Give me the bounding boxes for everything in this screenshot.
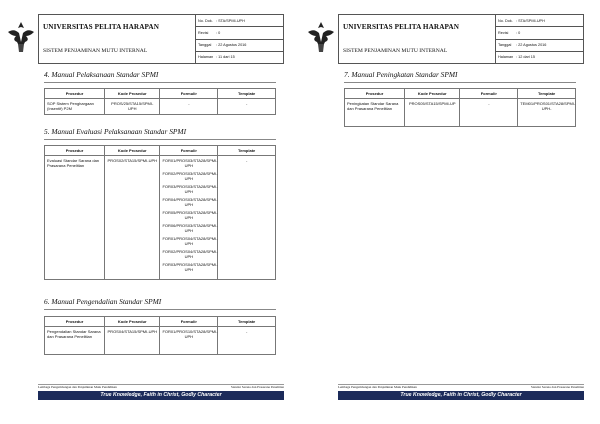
- cell-template: -: [218, 156, 276, 280]
- section-4-table: [44, 88, 276, 115]
- col-prosedur: Prosedur: [45, 146, 105, 156]
- formulir-item: FOR01/PROS04/STA28/SPMI-UPH: [162, 236, 218, 246]
- footer-standard: Standar Sarana dan Prasarana Penelitian: [530, 385, 584, 389]
- table-header-row: [345, 89, 576, 99]
- page-right: [300, 0, 600, 424]
- col-prosedur: Prosedur: [345, 89, 405, 99]
- cell-formulir: -: [160, 99, 218, 115]
- formulir-item: FOR06/PROS03/STA28/SPMI-UPH: [162, 223, 218, 233]
- university-logo-icon: [306, 20, 336, 54]
- cell-prosedur: Evaluasi Standar Sarana dan Prasarana Penelitian: [45, 156, 105, 280]
- footer-institution: Lembaga Pengembangan dan Penjaminan Mutu Pendidikan: [38, 385, 117, 389]
- cell-formulir: FOR01/PROS10/STA28/SPMI-UPH: [160, 327, 218, 355]
- table-header-row: [45, 146, 276, 156]
- formulir-item: FOR03/PROS04/STA28/SPMI-UPH: [162, 262, 218, 272]
- col-kode: Kode Prosedur: [105, 89, 160, 99]
- cell-prosedur: Peningkatan Standar Sarana dan Prasarana Penelitian: [345, 99, 405, 127]
- section-4-rule: [44, 82, 276, 83]
- footer-standard: Standar Sarana dan Prasarana Penelitian: [230, 385, 284, 389]
- formulir-item: FOR02/PROS03/STA28/SPMI-UPH: [162, 171, 218, 181]
- cell-prosedur: SOP Sistem Penghargaan (Insentif) P2M: [45, 99, 105, 115]
- table-row: [45, 327, 276, 355]
- cell-formulir-list: [160, 156, 218, 280]
- cell-formulir: -: [460, 99, 518, 127]
- university-name: UNIVERSITAS PELITA HARAPAN: [343, 23, 460, 31]
- system-name: SISTEM PENJAMINAN MUTU INTERNAL: [343, 48, 448, 54]
- footer-motto-bar: True Knowledge, Faith in Christ, Godly Character: [338, 391, 584, 400]
- revision-row: Revisi : 0: [196, 27, 283, 39]
- section-6-title: 6. Manual Pengendalian Standar SPMI: [44, 297, 162, 306]
- section-6-table: [44, 316, 276, 355]
- table-header-row: [45, 89, 276, 99]
- col-formulir: Formulir: [160, 146, 218, 156]
- section-5-rule: [44, 139, 276, 140]
- col-kode: Kode Prosedur: [405, 89, 460, 99]
- formulir-item: FOR03/PROS03/STA28/SPMI-UPH: [162, 184, 218, 194]
- formulir-item: FOR01/PROS03/STA28/SPMI-UPH: [162, 158, 218, 168]
- col-formulir: Formulir: [460, 89, 518, 99]
- cell-kode: PROS02/STA15/SPMI-UPH: [105, 156, 160, 280]
- col-prosedur: Prosedur: [45, 89, 105, 99]
- footer-institution: Lembaga Pengembangan dan Penjaminan Mutu Pendidikan: [338, 385, 417, 389]
- doc-number-row: No. Dok. : STA/SPMI-UPH: [496, 15, 583, 27]
- table-row: [45, 156, 276, 280]
- page-row: Halaman : 11 dari 15: [198, 55, 235, 60]
- system-name: SISTEM PENJAMINAN MUTU INTERNAL: [43, 48, 148, 54]
- col-template: Template: [218, 146, 276, 156]
- header-meta: [196, 15, 283, 63]
- cell-template: -: [218, 99, 276, 115]
- col-formulir: Formulir: [160, 317, 218, 327]
- section-4-title: 4. Manual Pelaksanaan Standar SPMI: [44, 70, 159, 79]
- date-row: Tanggal : 22 Agustus 2016: [196, 40, 283, 52]
- table-header-row: [45, 317, 276, 327]
- table-row: [345, 99, 576, 127]
- document-header: [338, 14, 584, 64]
- formulir-item: FOR05/PROS03/STA28/SPMI-UPH: [162, 210, 218, 220]
- cell-template: TEM01/PROS01/STA28/SPMI-UPH-: [518, 99, 576, 127]
- doc-number-row: No. Dok. : STA/SPMI-UPH: [196, 15, 283, 27]
- cell-kode: PROS04/STA15/SPMI-UPH: [105, 327, 160, 355]
- document-header: [38, 14, 284, 64]
- section-7-title: 7. Manual Peningkatan Standar SPMI: [344, 70, 458, 79]
- cell-template: -: [218, 327, 276, 355]
- header-meta: [496, 15, 583, 63]
- col-template: Template: [218, 89, 276, 99]
- cell-kode: PROS/25/STA15/SPMI-UPH: [105, 99, 160, 115]
- date-row: Tanggal : 22 Agustus 2016: [496, 40, 583, 52]
- table-row: [45, 99, 276, 115]
- col-kode: Kode Prosedur: [105, 146, 160, 156]
- section-7-rule: [344, 82, 576, 83]
- header-title-cell: [339, 15, 496, 63]
- section-5-table: [44, 145, 276, 280]
- university-logo-icon: [6, 20, 36, 54]
- university-name: UNIVERSITAS PELITA HARAPAN: [43, 23, 160, 31]
- page-row: Halaman : 12 dari 15: [498, 55, 535, 60]
- cell-kode: PROS05/STA15/SPMI-UP: [405, 99, 460, 127]
- col-kode: Kode Prosedur: [105, 317, 160, 327]
- header-title-cell: [39, 15, 196, 63]
- formulir-item: FOR04/PROS03/STA28/SPMI-UPH: [162, 197, 218, 207]
- formulir-item: FOR02/PROS04/STA28/SPMI-UPH: [162, 249, 218, 259]
- section-7-table: [344, 88, 576, 127]
- revision-row: Revisi : 0: [496, 27, 583, 39]
- section-6-rule: [44, 309, 276, 310]
- col-formulir: Formulir: [160, 89, 218, 99]
- footer-motto-bar: True Knowledge, Faith in Christ, Godly Character: [38, 391, 284, 400]
- col-template: Template: [518, 89, 576, 99]
- cell-prosedur: Pengendalian Standar Sarana dan Prasarana Penelitian: [45, 327, 105, 355]
- col-prosedur: Prosedur: [45, 317, 105, 327]
- section-5-title: 5. Manual Evaluasi Pelaksanaan Standar SPMI: [44, 127, 187, 136]
- col-template: Template: [218, 317, 276, 327]
